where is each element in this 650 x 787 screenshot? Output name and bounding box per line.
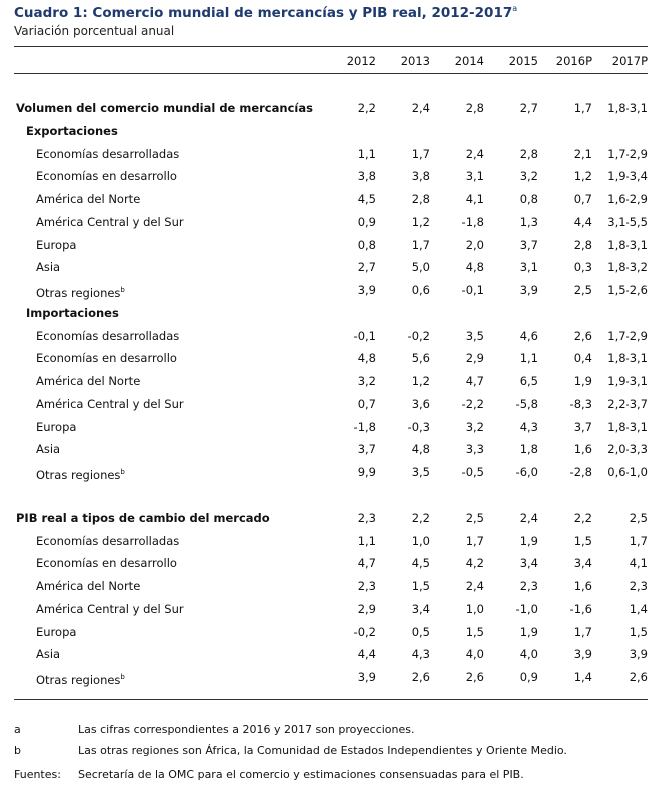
row-label: Otras regiones$^b$ <box>36 673 125 687</box>
table-cell: -0,1 <box>353 329 376 343</box>
table-cell: 4,1 <box>629 556 648 570</box>
table-cell: 1,9 <box>573 374 592 388</box>
table-cell: 2,2 <box>573 511 592 525</box>
table-cell: 1,8-3,1 <box>607 351 648 365</box>
table-row <box>14 643 648 665</box>
table-row <box>14 416 648 438</box>
table-cell: 9,9 <box>357 465 376 479</box>
table-cell: 1,7 <box>411 147 430 161</box>
table-cell: 2,3 <box>357 579 376 593</box>
table-cell: 2,6 <box>629 670 648 684</box>
row-label: América Central y del Sur <box>36 215 184 229</box>
table-cell: 6,5 <box>519 374 538 388</box>
row-label: América del Norte <box>36 192 141 206</box>
table-cell: 3,7 <box>519 238 538 252</box>
row-label: Otras regiones$^b$ <box>36 468 125 482</box>
table-row <box>14 666 648 688</box>
table-cell: 3,2 <box>357 374 376 388</box>
row-label: Otras regiones$^b$ <box>36 286 125 300</box>
footnote-marker: b <box>120 286 125 294</box>
table-cell: 0,9 <box>357 215 376 229</box>
table-cell: 4,4 <box>573 215 592 229</box>
table-cell: 5,6 <box>411 351 430 365</box>
table-cell: 4,2 <box>465 556 484 570</box>
table-cell: 2,6 <box>573 329 592 343</box>
table-cell: 2,5 <box>573 283 592 297</box>
table-cell: 3,3 <box>465 442 484 456</box>
table-subtitle: Variación porcentual anual <box>14 24 175 38</box>
table-cell: 3,9 <box>573 647 592 661</box>
table-cell: -0,2 <box>407 329 430 343</box>
footnote-text: Las cifras correspondientes a 2016 y 2017 son proyecciones. <box>78 723 415 736</box>
table-cell: 1,7-2,9 <box>607 147 648 161</box>
table-cell: 2,4 <box>411 101 430 115</box>
title-footnote-marker: a <box>512 4 518 13</box>
table-cell: -5,8 <box>515 397 538 411</box>
table-cell: 1,8-3,1 <box>607 238 648 252</box>
table-cell: 4,3 <box>411 647 430 661</box>
row-label: Asia <box>36 260 61 274</box>
table-row <box>14 347 648 369</box>
table-cell: 1,4 <box>573 670 592 684</box>
row-label: Economías desarrolladas <box>36 329 180 343</box>
table-cell: -2,2 <box>461 397 484 411</box>
table-cell: 3,6 <box>411 397 430 411</box>
table-cell: 2,7 <box>357 260 376 274</box>
table-cell: 2,3 <box>357 511 376 525</box>
column-header: 2014 <box>454 54 484 68</box>
column-header: 2012 <box>346 54 376 68</box>
top-rule <box>14 46 648 47</box>
table-cell: 3,9 <box>519 283 538 297</box>
table-cell: 1,8-3,1 <box>607 101 648 115</box>
table-cell: -1,8 <box>353 420 376 434</box>
section-header-row <box>14 507 648 529</box>
row-label: Economías en desarrollo <box>36 169 177 183</box>
table-cell: 2,3 <box>519 579 538 593</box>
table-cell: 2,6 <box>465 670 484 684</box>
table-cell: 3,4 <box>411 602 430 616</box>
table-cell: 4,8 <box>465 260 484 274</box>
table-cell: 1,6-2,9 <box>607 192 648 206</box>
table-cell: 1,7 <box>465 534 484 548</box>
table-cell: 1,8-3,1 <box>607 420 648 434</box>
row-label: Exportaciones <box>26 124 118 138</box>
table-cell: 0,8 <box>357 238 376 252</box>
table-cell: 0,8 <box>519 192 538 206</box>
table-cell: 0,6 <box>411 283 430 297</box>
table-cell: 4,8 <box>357 351 376 365</box>
row-label: Economías desarrolladas <box>36 147 180 161</box>
table-cell: 3,7 <box>573 420 592 434</box>
table-cell: 3,9 <box>357 670 376 684</box>
table-cell: 4,5 <box>357 192 376 206</box>
table-cell: 2,5 <box>629 511 648 525</box>
table-cell: 3,7 <box>357 442 376 456</box>
table-cell: -0,1 <box>461 283 484 297</box>
table-cell: 4,7 <box>357 556 376 570</box>
sources-text: Secretaría de la OMC para el comercio y estimaciones consensuadas para el PIB. <box>78 768 524 781</box>
table-cell: 1,9 <box>519 625 538 639</box>
table-cell: 1,0 <box>411 534 430 548</box>
table-cell: 3,1-5,5 <box>607 215 648 229</box>
table-cell: 1,2 <box>573 169 592 183</box>
table-cell: 2,4 <box>465 579 484 593</box>
table-cell: 2,8 <box>519 147 538 161</box>
table-cell: 2,4 <box>519 511 538 525</box>
table-cell: 1,5 <box>629 625 648 639</box>
table-cell: 3,1 <box>519 260 538 274</box>
table-cell: -1,6 <box>569 602 592 616</box>
table-cell: 1,9-3,4 <box>607 169 648 183</box>
table-cell: 1,1 <box>519 351 538 365</box>
row-label: América Central y del Sur <box>36 397 184 411</box>
section-header-row <box>14 120 648 142</box>
table-cell: 1,5 <box>573 534 592 548</box>
row-label: América del Norte <box>36 374 141 388</box>
table-row <box>14 211 648 233</box>
table-cell: 2,8 <box>573 238 592 252</box>
table-cell: -2,8 <box>569 465 592 479</box>
row-label: Volumen del comercio mundial de mercancías <box>16 101 313 115</box>
table-cell: 1,5 <box>411 579 430 593</box>
table-cell: 3,2 <box>465 420 484 434</box>
table-row <box>14 165 648 187</box>
table-cell: -1,0 <box>515 602 538 616</box>
table-cell: 2,9 <box>465 351 484 365</box>
row-label: América Central y del Sur <box>36 602 184 616</box>
column-header: 2015 <box>508 54 538 68</box>
table-row <box>14 256 648 278</box>
table-cell: 4,3 <box>519 420 538 434</box>
table-cell: 0,4 <box>573 351 592 365</box>
table-cell: 4,4 <box>357 647 376 661</box>
footnote-key: b <box>14 744 21 757</box>
table-cell: 0,7 <box>357 397 376 411</box>
table-cell: 2,5 <box>465 511 484 525</box>
table-row <box>14 598 648 620</box>
table-cell: 1,7-2,9 <box>607 329 648 343</box>
table-row <box>14 530 648 552</box>
table-cell: 1,8 <box>519 442 538 456</box>
table-cell: 2,3 <box>629 579 648 593</box>
column-header: 2017P <box>611 54 648 68</box>
table-cell: 4,1 <box>465 192 484 206</box>
table-cell: 3,8 <box>357 169 376 183</box>
header-rule <box>14 73 648 74</box>
table-cell: 0,6-1,0 <box>607 465 648 479</box>
section-header-row <box>14 97 648 119</box>
table-cell: 1,7 <box>573 625 592 639</box>
table-cell: 1,8-3,2 <box>607 260 648 274</box>
table-cell: -0,5 <box>461 465 484 479</box>
row-label: Asia <box>36 442 61 456</box>
table-cell: 2,7 <box>519 101 538 115</box>
table-row <box>14 188 648 210</box>
column-header: 2013 <box>400 54 430 68</box>
table-cell: -6,0 <box>515 465 538 479</box>
table-cell: 2,4 <box>465 147 484 161</box>
table-cell: 4,0 <box>519 647 538 661</box>
table-cell: -1,8 <box>461 215 484 229</box>
footnote-marker: b <box>120 673 125 681</box>
table-cell: 3,5 <box>465 329 484 343</box>
table-cell: 1,2 <box>411 215 430 229</box>
table-cell: 3,2 <box>519 169 538 183</box>
table-cell: 1,6 <box>573 579 592 593</box>
table-title: Cuadro 1: Comercio mundial de mercancías y PIB real, 2012-2017$^a$ <box>14 4 518 21</box>
table-cell: 1,4 <box>629 602 648 616</box>
table-row <box>14 370 648 392</box>
table-cell: 2,1 <box>573 147 592 161</box>
table-cell: 1,2 <box>411 374 430 388</box>
bottom-rule <box>14 699 648 700</box>
table-cell: 1,0 <box>465 602 484 616</box>
row-label: América del Norte <box>36 579 141 593</box>
table-row <box>14 575 648 597</box>
footnote-marker: b <box>120 468 125 476</box>
column-header-row <box>14 50 648 72</box>
table-cell: 2,8 <box>411 192 430 206</box>
table-row <box>14 621 648 643</box>
table-cell: 2,0-3,3 <box>607 442 648 456</box>
table-cell: 3,8 <box>411 169 430 183</box>
table-row <box>14 143 648 165</box>
table-cell: 3,9 <box>357 283 376 297</box>
section-header-row <box>14 302 648 324</box>
table-cell: 1,1 <box>357 147 376 161</box>
footnote-text: Las otras regiones son África, la Comunidad de Estados Independientes y Oriente Medio. <box>78 744 567 757</box>
table-cell: 2,8 <box>465 101 484 115</box>
table-row <box>14 438 648 460</box>
footnote-key: a <box>14 723 21 736</box>
sources-key: Fuentes: <box>14 768 61 781</box>
table-cell: 4,8 <box>411 442 430 456</box>
table-cell: 0,3 <box>573 260 592 274</box>
table-cell: 1,7 <box>573 101 592 115</box>
table-cell: 1,5 <box>465 625 484 639</box>
table-cell: 2,9 <box>357 602 376 616</box>
row-label: Importaciones <box>26 306 119 320</box>
table-cell: 1,3 <box>519 215 538 229</box>
table-cell: 3,4 <box>519 556 538 570</box>
table-cell: 4,7 <box>465 374 484 388</box>
table-cell: 4,6 <box>519 329 538 343</box>
table-cell: 1,1 <box>357 534 376 548</box>
table-row <box>14 393 648 415</box>
table-cell: 1,5-2,6 <box>607 283 648 297</box>
table-cell: -0,2 <box>353 625 376 639</box>
row-label: Economías desarrolladas <box>36 534 180 548</box>
table-cell: 2,6 <box>411 670 430 684</box>
table-cell: 1,9 <box>519 534 538 548</box>
row-label: Asia <box>36 647 61 661</box>
table-cell: 2,2 <box>411 511 430 525</box>
table-cell: 0,7 <box>573 192 592 206</box>
table-cell: 4,5 <box>411 556 430 570</box>
table-cell: -0,3 <box>407 420 430 434</box>
table-cell: 2,2-3,7 <box>607 397 648 411</box>
table-cell: 5,0 <box>411 260 430 274</box>
table-row <box>14 279 648 301</box>
table-cell: 0,9 <box>519 670 538 684</box>
table-cell: 4,0 <box>465 647 484 661</box>
table-cell: 1,6 <box>573 442 592 456</box>
table-cell: 3,4 <box>573 556 592 570</box>
table-cell: 0,5 <box>411 625 430 639</box>
table-cell: 2,0 <box>465 238 484 252</box>
table-row <box>14 552 648 574</box>
table-cell: 3,9 <box>629 647 648 661</box>
table-row <box>14 325 648 347</box>
table-cell: 1,7 <box>629 534 648 548</box>
row-label: Economías en desarrollo <box>36 556 177 570</box>
row-label: Europa <box>36 238 77 252</box>
table-cell: 1,7 <box>411 238 430 252</box>
row-label: Europa <box>36 420 77 434</box>
row-label: PIB real a tipos de cambio del mercado <box>16 511 270 525</box>
table-cell: 3,1 <box>465 169 484 183</box>
table-row <box>14 234 648 256</box>
row-label: Economías en desarrollo <box>36 351 177 365</box>
table-cell: 1,9-3,1 <box>607 374 648 388</box>
table-cell: -8,3 <box>569 397 592 411</box>
column-header: 2016P <box>555 54 592 68</box>
table-cell: 3,5 <box>411 465 430 479</box>
table-row <box>14 461 648 483</box>
table-cell: 2,2 <box>357 101 376 115</box>
row-label: Europa <box>36 625 77 639</box>
